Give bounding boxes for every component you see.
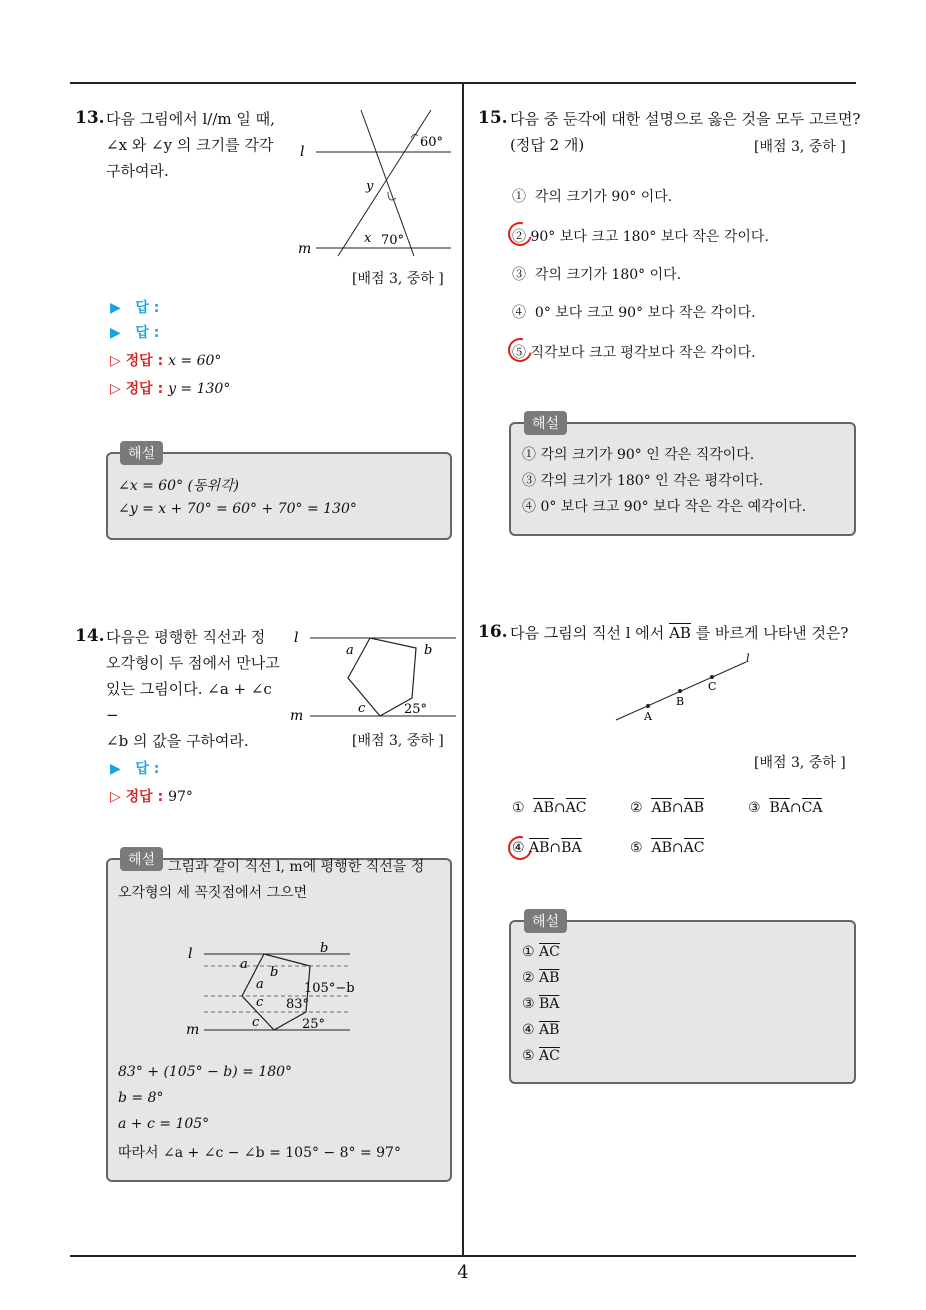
q16-fig-B: B: [676, 695, 685, 708]
q14-meta: [배점 3, 중하 ]: [352, 733, 444, 749]
bottom-rule: [70, 1255, 856, 1257]
q14-fig2-l: l: [188, 946, 193, 962]
q14-fig2-a2: a: [256, 977, 264, 992]
q16-fig-A: A: [644, 710, 652, 723]
option-text: 90° 보다 크고 180° 보다 작은 각이다.: [530, 229, 769, 245]
exp-number: ①: [522, 944, 535, 960]
q16-number: 16.: [478, 622, 508, 642]
q14-fig2-83: 83°: [286, 997, 310, 1012]
exp-value: $\overline{AB}$: [539, 1022, 560, 1038]
q14-fig-m: m: [290, 708, 304, 724]
q16-option-2[interactable]: [630, 800, 704, 816]
q13-figure: [296, 108, 456, 258]
q14-explanation-tag: 해설: [120, 847, 163, 871]
answer-label: 답 :: [135, 325, 160, 341]
q16-option-1[interactable]: [512, 800, 586, 816]
q14-explanation-line: 따라서 ∠a + ∠c − ∠b = 105° − 8° = 97°: [118, 1145, 401, 1161]
q14-fig-b: b: [424, 643, 433, 658]
exp-value: $\overline{AC}$: [539, 1048, 560, 1064]
option-number: ③: [512, 267, 526, 283]
q13-fig-y: y: [366, 179, 374, 194]
q15-option-5[interactable]: [512, 342, 756, 362]
intersect-symbol: ∩: [671, 800, 684, 816]
q14-fig2-c1: c: [256, 995, 264, 1010]
option-number: ⑤: [630, 840, 643, 856]
option-number: ②: [512, 229, 526, 245]
q14-fig2-b1: b: [320, 941, 329, 956]
q15-option-1[interactable]: [512, 186, 672, 206]
q16-text-a: 다음 그림의 직선 l 에서: [510, 624, 665, 642]
option-text: 각의 크기가 180° 이다.: [534, 267, 682, 283]
q13-fig-l: l: [300, 144, 305, 160]
play-icon: ▶: [110, 300, 121, 316]
q14-fig2-m: m: [186, 1022, 200, 1038]
q15-option-2[interactable]: [512, 226, 769, 246]
q16-option-3[interactable]: [748, 800, 822, 816]
q16-text: [510, 620, 848, 646]
intersect-symbol: ∩: [549, 840, 562, 856]
play-outline-icon: ▷: [110, 789, 121, 805]
q13-fig-60: 60°: [420, 135, 444, 150]
q14-text-line: ∠b 의 값을 구하여라.: [106, 732, 249, 750]
intersect-symbol: ∩: [671, 840, 684, 856]
q14-fig-c: c: [358, 701, 366, 716]
q16-explanation-tag: 해설: [524, 909, 567, 933]
exp-number: ③: [522, 996, 535, 1012]
ray-AB: AB: [683, 800, 705, 816]
q13-text-line: 구하여라.: [106, 162, 169, 180]
q13-correct-2: [110, 378, 230, 398]
q13-meta: [배점 3, 중하 ]: [352, 271, 444, 287]
option-number: ①: [512, 189, 526, 205]
q13-text-line: 다음 그림에서 l//m 일 때,: [106, 110, 275, 128]
q14-answer-1: [110, 758, 159, 778]
ray-BA: BA: [769, 800, 790, 816]
q13-correct-1: [110, 350, 221, 370]
q13-text: [106, 106, 296, 184]
correct-value: 97°: [168, 789, 193, 805]
q15-explanation-line: ① 각의 크기가 90° 인 각은 직각이다.: [522, 447, 755, 463]
q13-text-line: ∠x 와 ∠y 의 크기를 각각: [106, 136, 274, 154]
q16-figure: [610, 650, 760, 725]
correct-label: 정답 :: [125, 353, 164, 369]
option-number: ⑤: [512, 345, 526, 361]
exp-number: ④: [522, 1022, 535, 1038]
line-AB: AB: [533, 800, 554, 816]
q14-explanation-intro: 그림과 같이 직선 l, m에 평행한 직선을 정: [168, 859, 425, 875]
page-number: 4: [457, 1262, 469, 1283]
ray-CA: CA: [801, 800, 823, 816]
q14-fig2-105: 105°−b: [304, 981, 355, 996]
q16-explanation-line: [522, 1022, 559, 1038]
q16-text-segment: $\overline{AB}$: [669, 624, 691, 642]
play-outline-icon: ▷: [110, 353, 121, 369]
option-text: 각의 크기가 90° 이다.: [534, 189, 673, 205]
q16-explanation-box: [509, 920, 856, 1084]
q13-explanation-box: [106, 452, 452, 540]
option-number: ③: [748, 800, 761, 816]
line-AB: AB: [651, 800, 672, 816]
play-outline-icon: ▷: [110, 381, 121, 397]
q13-number: 13.: [75, 108, 105, 128]
q14-fig2-b2: b: [270, 965, 279, 980]
option-text: 직각보다 크고 평각보다 작은 각이다.: [530, 345, 756, 361]
option-number: ④: [512, 305, 526, 321]
option-number: ④: [512, 840, 525, 856]
q13-explanation-line: ∠y = x + 70° = 60° + 70° = 130°: [118, 501, 357, 517]
q15-number: 15.: [478, 108, 508, 128]
segment-AC: AC: [565, 800, 587, 816]
q14-explanation-line: b = 8°: [118, 1090, 164, 1106]
segment-AC: AC: [683, 840, 705, 856]
q16-fig-C: C: [708, 680, 717, 693]
q14-fig-25: 25°: [404, 702, 428, 717]
correct-label: 정답 :: [125, 789, 164, 805]
q15-meta: [배점 3, 중하 ]: [754, 139, 846, 155]
q14-explanation-figure: [182, 938, 362, 1038]
q14-fig-a: a: [346, 643, 354, 658]
q16-fig-l: l: [746, 652, 750, 665]
q16-explanation-line: [522, 944, 560, 960]
q14-fig-l: l: [294, 630, 299, 646]
intersect-symbol: ∩: [789, 800, 802, 816]
q14-text-line: 다음은 평행한 직선과 정: [106, 628, 266, 646]
q14-correct-1: [110, 786, 193, 806]
answer-label: 답 :: [135, 300, 160, 316]
exp-number: ⑤: [522, 1048, 535, 1064]
correct-label: 정답 :: [125, 381, 164, 397]
answer-label: 답 :: [135, 761, 160, 777]
q13-explanation-line: ∠x = 60° (동위각): [118, 478, 240, 494]
q14-fig2-a1: a: [240, 957, 248, 972]
q14-text: [106, 624, 286, 754]
q13-fig-x: x: [364, 231, 372, 246]
q16-option-5[interactable]: [630, 840, 704, 856]
q15-sub: (정답 2 개): [510, 136, 585, 154]
exp-value: $\overline{AB}$: [539, 970, 560, 986]
q13-fig-70: 70°: [381, 233, 405, 248]
intersect-symbol: ∩: [553, 800, 566, 816]
correct-value: x = 60°: [168, 353, 222, 369]
exp-value: $\overline{BA}$: [539, 996, 560, 1012]
exp-value: $\overline{AC}$: [539, 944, 560, 960]
q14-fig2-c2: c: [252, 1015, 260, 1030]
q15-explanation-line: ③ 각의 크기가 180° 인 각은 평각이다.: [522, 473, 764, 489]
play-icon: ▶: [110, 761, 121, 777]
q13-fig-m: m: [298, 241, 312, 257]
q14-fig2-25: 25°: [302, 1017, 326, 1032]
option-text: 0° 보다 크고 90° 보다 작은 각이다.: [534, 305, 756, 321]
q15-explanation-line: ④ 0° 보다 크고 90° 보다 작은 각은 예각이다.: [522, 499, 807, 515]
q14-explanation-line: 83° + (105° − b) = 180°: [118, 1064, 293, 1080]
play-icon: ▶: [110, 325, 121, 341]
exp-number: ②: [522, 970, 535, 986]
q14-text-line: 있는 그림이다. ∠a + ∠c −: [106, 680, 272, 724]
q15-option-4[interactable]: [512, 302, 756, 322]
q16-meta: [배점 3, 중하 ]: [754, 755, 846, 771]
q16-text-b: 를 바르게 나타낸 것은?: [695, 624, 849, 642]
q14-figure: [288, 626, 458, 724]
correct-value: y = 130°: [168, 381, 231, 397]
q16-explanation-line: [522, 996, 559, 1012]
option-number: ①: [512, 800, 525, 816]
ray-AB: AB: [651, 840, 672, 856]
q15-text: 다음 중 둔각에 대한 설명으로 옳은 것을 모두 고르면?: [510, 110, 861, 128]
q14-explanation-intro: 오각형의 세 꼭짓점에서 그으면: [118, 885, 308, 901]
q13-explanation-tag: 해설: [120, 441, 163, 465]
q13-answer-1: [110, 297, 159, 317]
q16-explanation-line: [522, 1048, 560, 1064]
q14-explanation-line: a + c = 105°: [118, 1116, 210, 1132]
q14-text-line: 오각형이 두 점에서 만나고: [106, 654, 280, 672]
q16-option-4[interactable]: [512, 840, 582, 856]
q16-explanation-line: [522, 970, 559, 986]
q13-answer-2: [110, 322, 159, 342]
q15-explanation-tag: 해설: [524, 411, 567, 435]
q14-number: 14.: [75, 626, 105, 646]
q15-option-3[interactable]: [512, 264, 681, 284]
ray-AB: AB: [529, 840, 550, 856]
option-number: ②: [630, 800, 643, 816]
ray-BA: BA: [561, 840, 582, 856]
center-divider: [462, 83, 464, 1257]
